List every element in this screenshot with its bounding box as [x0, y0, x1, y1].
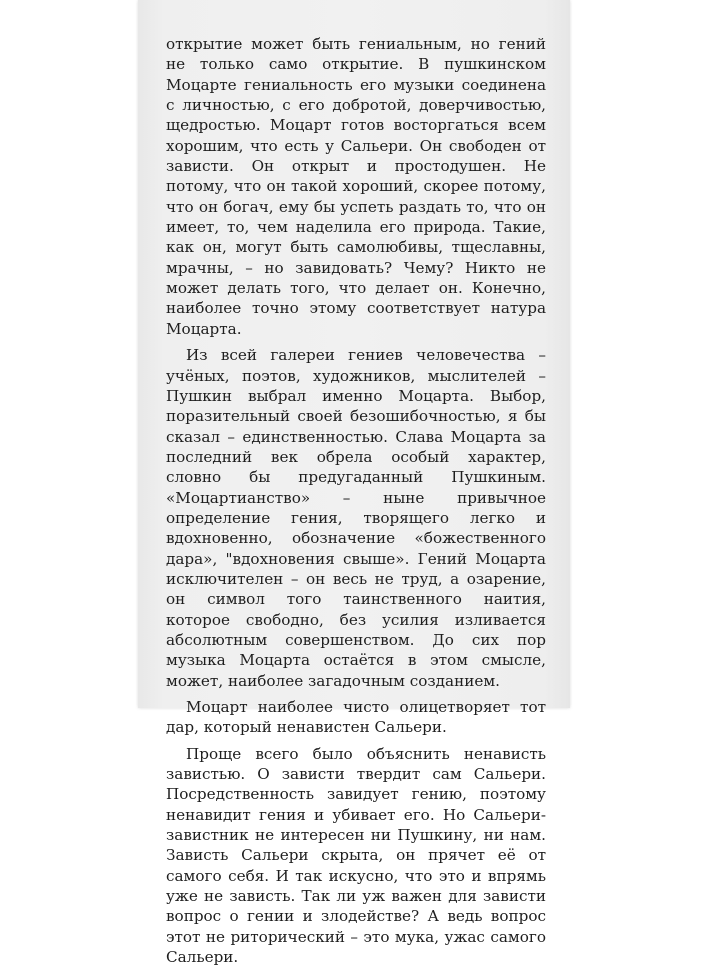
paragraph-4: Проще всего было объяснить ненависть завистью. О зависти твердит сам Сальери. Посредственность завидует гению, поэтому ненавидит гения и убивает его. Но Сальери-завистник не интересен ни Пушкину, ни нам. Зависть Сальери скрыта, он прячет её от самого себя. И так искусно, что это и впрямь уже не зависть. Так ли уж важен для зависти вопрос о гении и злодействе? А ведь вопрос этот не риторический – это мука, ужас самого Сальери. — [166, 744, 546, 967]
body-text — [166, 34, 546, 967]
paragraph-1: открытие может быть гениальным, но гений не только само открытие. В пушкинском Моцарте гениальность его музыки соединена с личностью, с его добротой, доверчивостью, щедростью. Моцарт готов восторгаться всем хорошим, что есть у Сальери. Он свободен от зависти. Он открыт и простодушен. Не потому, что он такой хороший, скорее потому, что он богач, ему бы успеть раздать то, что он имеет, то, чем наделила его природа. Такие, как он, могут быть самолюбивы, тщеславны, мрачны, – но завидовать? Чему? Никто не может делать того, что делает он. Конечно, наиболее точно этому соответствует натура Моцарта. — [166, 35, 546, 338]
paragraph-2: Из всей галереи гениев человечества – учёных, поэтов, художников, мыслителей – Пушкин выбрал именно Моцарта. Выбор, поразительный своей безошибочностью, я бы сказал – единственностью. Слава Моцарта за последний век обрела особый характер, словно бы предугаданный Пушкиным. «Моцартианство» – ныне привычное определение гения, творящего легко и вдохновенно, обозначение «божественного дара», "вдохновения свыше». Гений Моцарта исключителен – он весь не труд, а озарение, он символ того таинственного наития, которое свободно, без усилия изливается абсолютным совершенством. До сих пор музыка Моцарта остаётся в этом смысле, может, наиболее загадочным созданием. — [166, 346, 546, 690]
paragraph-3: Моцарт наиболее чисто олицетворяет тот дар, который ненавистен Сальери. — [166, 698, 546, 737]
book-page — [138, 0, 570, 967]
